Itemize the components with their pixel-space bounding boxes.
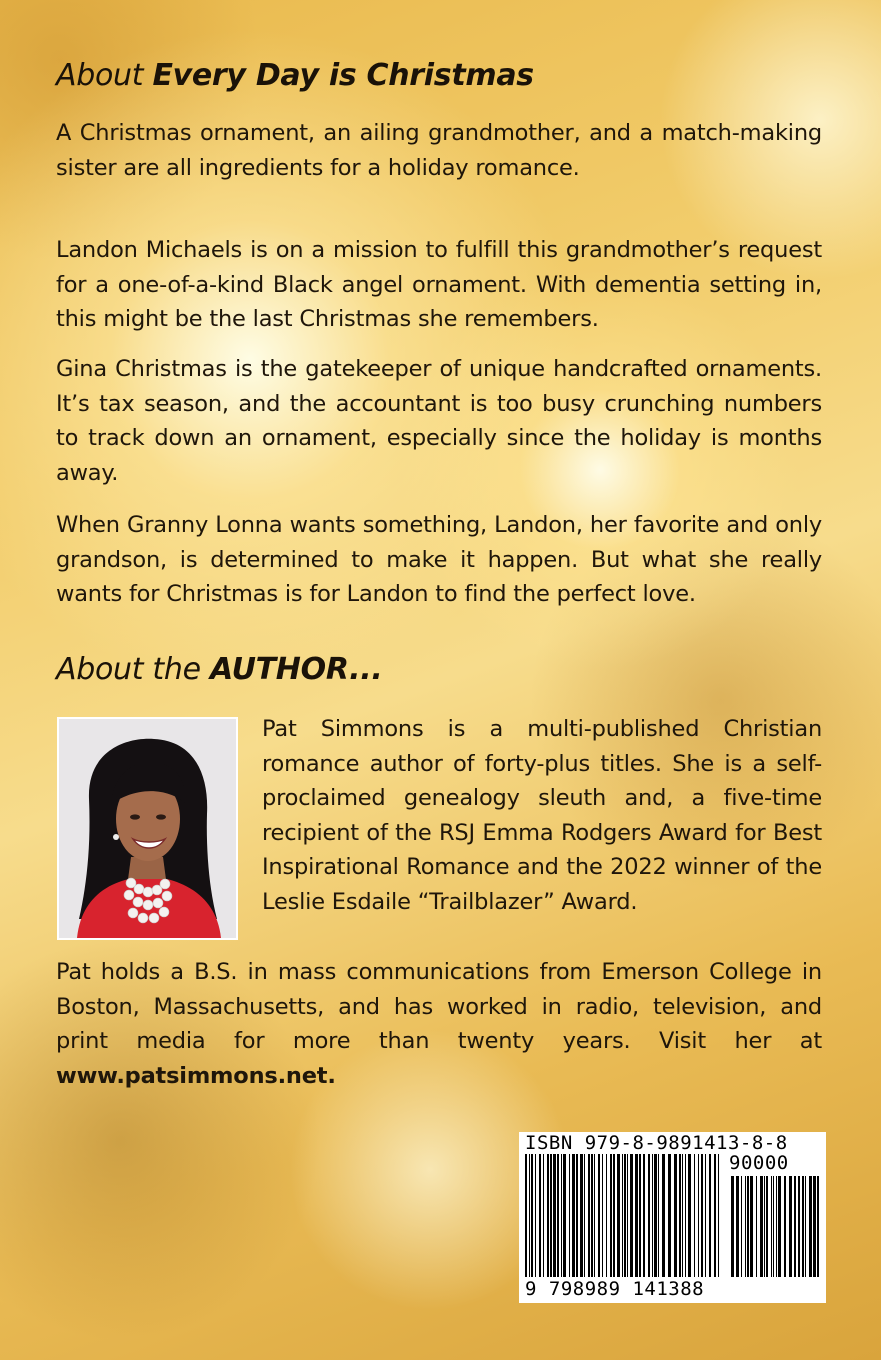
barcode-bar: [598, 1154, 600, 1277]
barcode-bar: [591, 1154, 593, 1277]
author-bio: Pat Simmons is a multi-published Christian romance author of forty-plus titles. She is a self-proclaimed genealogy sleuth and, a five-time recipient of the RSJ Emma Rodgers Award for Best Inspirational Romance and the 2022 winner of the Leslie Esdaile “Trailblazer” Award.: [262, 716, 822, 915]
book-blurb-paragraph: Gina Christmas is the gatekeeper of unique handcrafted ornaments. It’s tax season, and the accountant is too busy crunching numbers to track down an ornament, especially since the holiday is months away.: [56, 356, 822, 486]
barcode-bar: [652, 1154, 653, 1277]
barcode-bar: [610, 1154, 612, 1277]
barcode-bar: [701, 1154, 703, 1277]
author-photo: [57, 717, 238, 940]
barcode-bar: [747, 1176, 749, 1277]
barcode-bar: [756, 1176, 757, 1277]
author-heading-title: AUTHOR...: [210, 652, 383, 687]
barcode-bar: [635, 1154, 638, 1277]
barcode-bar: [535, 1154, 536, 1277]
book-blurb-paragraph: When Granny Lonna wants something, Landon, her favorite and only grandson, is determined to make it happen. But what she really wants for Christmas is for Landon to find the perfect love.: [56, 512, 822, 607]
barcode-bar: [685, 1154, 686, 1277]
barcode-bar: [771, 1176, 772, 1277]
barcode-bar: [584, 1154, 585, 1277]
barcode-bar: [594, 1154, 595, 1277]
barcode-bar: [773, 1176, 774, 1277]
barcode-bar: [658, 1154, 659, 1277]
barcode-bar: [648, 1154, 650, 1277]
author-portrait-illustration: [59, 719, 236, 938]
barcode-bar: [569, 1154, 570, 1277]
barcode-bar: [698, 1154, 699, 1277]
barcode-bar: [668, 1154, 671, 1277]
barcode-bar: [563, 1154, 566, 1277]
barcode-bar: [798, 1176, 800, 1277]
barcode-bar: [802, 1176, 804, 1277]
barcode-bar: [613, 1154, 615, 1277]
isbn-label: ISBN 979-8-9891413-8-8: [525, 1132, 788, 1154]
price-code: 90000: [729, 1152, 789, 1174]
barcode-bar: [709, 1154, 711, 1277]
barcode-bar: [624, 1154, 626, 1277]
barcode-bar: [682, 1154, 683, 1277]
barcode-bar: [643, 1154, 645, 1277]
barcode-bar: [778, 1176, 781, 1277]
barcode-bar: [602, 1154, 603, 1277]
barcode-bar: [539, 1154, 541, 1277]
barcode-bar: [606, 1154, 607, 1277]
barcode-bar: [622, 1154, 623, 1277]
barcode-bar: [543, 1154, 544, 1277]
barcode-bar: [572, 1154, 575, 1277]
barcode-bar: [789, 1176, 792, 1277]
barcode-bar: [674, 1154, 677, 1277]
barcode-bar: [714, 1154, 716, 1277]
barcode-bar: [557, 1154, 559, 1277]
barcode-bar: [694, 1154, 695, 1277]
book-blurb-paragraph: Landon Michaels is on a mission to fulfill this grandmother’s request for a one-of-a-kind Black angel ornament. With dementia setting in, this might be the last Christmas she remembers.: [56, 237, 822, 332]
barcode-bar: [627, 1154, 628, 1277]
barcode-bar: [784, 1176, 786, 1277]
barcode-bar: [760, 1176, 763, 1277]
barcode-bar: [745, 1176, 746, 1277]
barcode-bar: [588, 1154, 590, 1277]
barcode-bar: [550, 1154, 552, 1277]
barcode-bar: [630, 1154, 633, 1277]
barcode-bar: [531, 1154, 533, 1277]
barcode-bar: [809, 1176, 812, 1277]
barcode-bar: [553, 1154, 556, 1277]
barcode-bar: [705, 1154, 706, 1277]
about-book-heading: About Every Day is Christmas: [56, 58, 534, 93]
barcode-bar: [817, 1176, 819, 1277]
barcode-bar: [736, 1176, 739, 1277]
barcode-bar: [580, 1154, 583, 1277]
barcode-bar: [662, 1154, 665, 1277]
barcode-bar: [813, 1176, 816, 1277]
barcode-bar: [794, 1176, 796, 1277]
barcode-bar: [805, 1176, 806, 1277]
author-website-link[interactable]: www.patsimmons.net.: [56, 1062, 336, 1089]
about-author-heading: About the AUTHOR...: [56, 652, 383, 687]
barcode-bar: [766, 1176, 768, 1277]
barcode-bar: [764, 1176, 765, 1277]
barcode-bar: [561, 1154, 562, 1277]
barcode-bar: [617, 1154, 620, 1277]
barcode-bar: [576, 1154, 578, 1277]
barcode-digits: 9 798989 141388: [525, 1278, 705, 1300]
book-blurb-paragraph: A Christmas ornament, an ailing grandmother, and a match-making sister are all ingredients for a holiday romance.: [56, 120, 822, 181]
barcode-bar: [529, 1154, 530, 1277]
isbn-barcode: [519, 1132, 826, 1303]
barcode-bar: [750, 1176, 753, 1277]
barcode-bar: [741, 1176, 742, 1277]
book-title: Every Day is Christmas: [152, 58, 534, 93]
barcode-bar: [718, 1154, 719, 1277]
barcode-bar: [654, 1154, 657, 1277]
barcode-bar: [688, 1154, 691, 1277]
barcode-bar: [679, 1154, 681, 1277]
author-bio-education: Pat holds a B.S. in mass communications from Emerson College in Boston, Massachusetts, and has worked in radio, television, and print media for more than twenty years. Visit her at www.patsimmons.net.: [56, 959, 822, 1089]
barcode-bar: [547, 1154, 549, 1277]
barcode-bar: [525, 1154, 527, 1277]
barcode-bar: [731, 1176, 734, 1277]
barcode-bar: [639, 1154, 641, 1277]
barcode-bar: [776, 1176, 777, 1277]
